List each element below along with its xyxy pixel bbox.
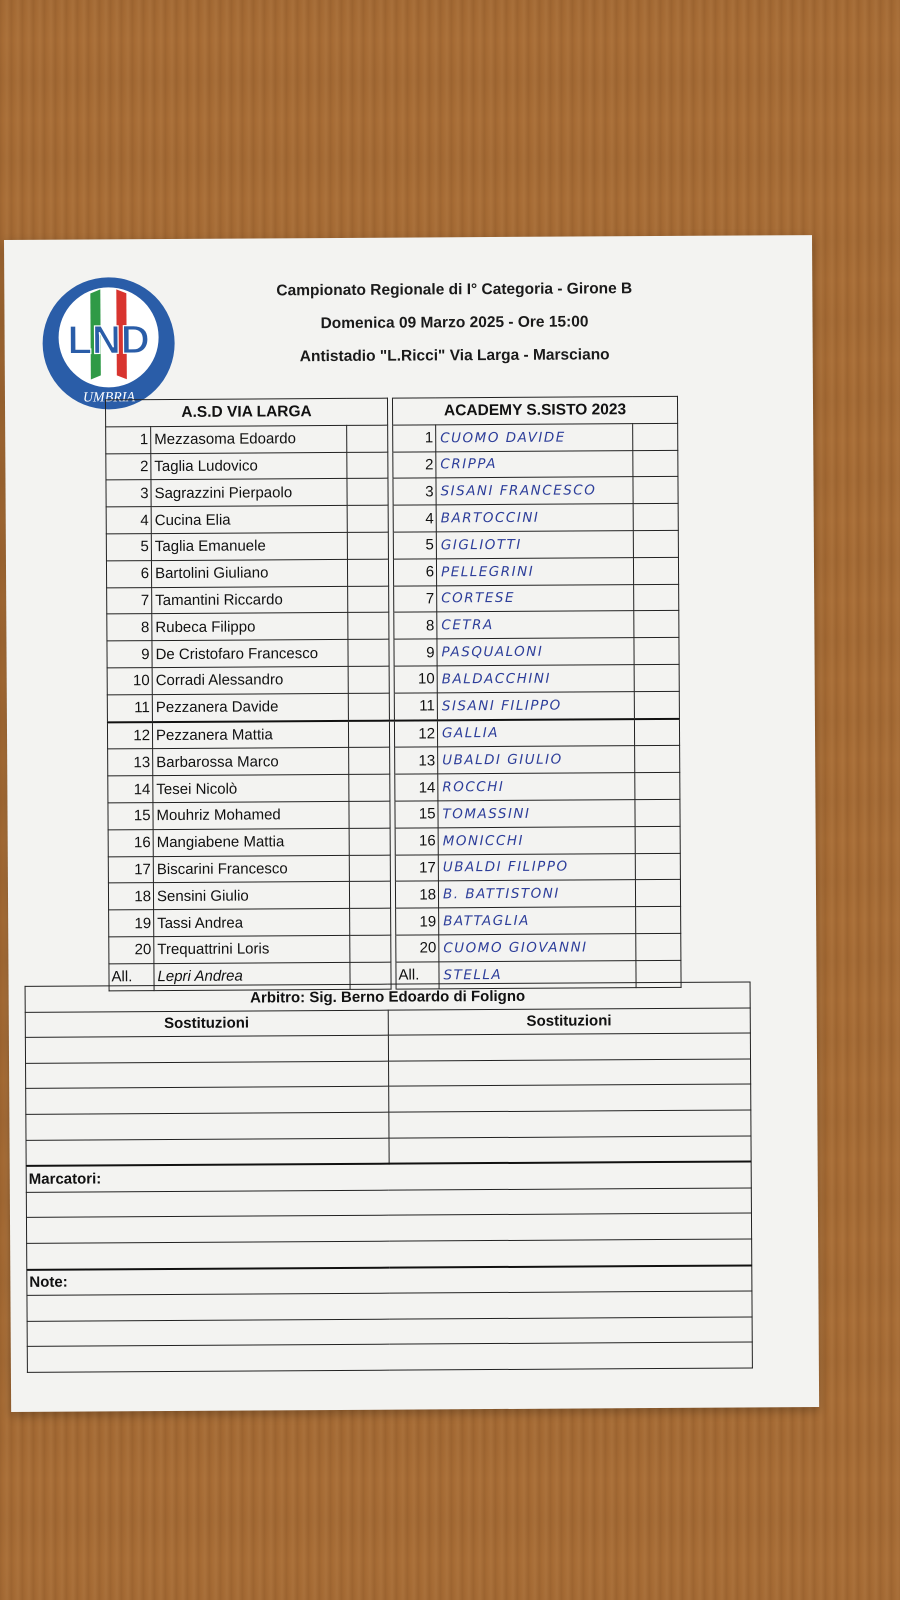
away-player-number: 2 bbox=[393, 451, 436, 478]
home-player-extra-cell[interactable] bbox=[347, 532, 388, 559]
referee-line: Arbitro: Sig. Berno Edoardo di Foligno bbox=[25, 982, 750, 1012]
away-player-extra-cell[interactable] bbox=[634, 691, 679, 719]
home-player-extra-cell[interactable] bbox=[348, 693, 389, 721]
home-player-extra-cell[interactable] bbox=[347, 505, 388, 532]
away-player-name: GIGLIOTTI bbox=[436, 531, 633, 559]
away-player-name: TOMASSINI bbox=[438, 800, 635, 828]
home-player-extra-cell[interactable] bbox=[350, 908, 391, 935]
home-substitution-row[interactable] bbox=[26, 1138, 389, 1166]
away-player-name: B. BATTISTONI bbox=[438, 880, 635, 908]
home-player-number: 4 bbox=[106, 507, 151, 534]
home-player-extra-cell[interactable] bbox=[347, 479, 388, 506]
home-player-name: Mangiabene Mattia bbox=[153, 828, 349, 856]
home-player-extra-cell[interactable] bbox=[347, 559, 388, 586]
scorers-label: Marcatori: bbox=[26, 1162, 751, 1193]
away-player-number: 15 bbox=[395, 801, 438, 828]
away-player-name: SISANI FRANCESCO bbox=[436, 477, 633, 505]
match-header bbox=[184, 272, 725, 374]
home-player-extra-cell[interactable] bbox=[347, 452, 388, 479]
match-sheet bbox=[4, 235, 819, 1412]
home-player-number: 19 bbox=[109, 910, 154, 937]
away-player-extra-cell[interactable] bbox=[634, 638, 679, 665]
away-substitution-row[interactable] bbox=[388, 1110, 751, 1138]
away-player-number: 20 bbox=[396, 935, 439, 962]
away-player-number: 4 bbox=[393, 505, 436, 532]
player-row bbox=[106, 423, 678, 453]
away-player-name: CRIPPA bbox=[436, 450, 633, 478]
svg-text:UMBRIA: UMBRIA bbox=[82, 390, 136, 406]
away-player-extra-cell[interactable] bbox=[635, 880, 680, 907]
away-player-number: 6 bbox=[393, 559, 436, 586]
home-player-extra-cell[interactable] bbox=[349, 801, 390, 828]
home-substitution-row[interactable] bbox=[26, 1087, 389, 1115]
away-player-name: CORTESE bbox=[437, 584, 634, 612]
away-player-extra-cell[interactable] bbox=[634, 584, 679, 611]
home-player-number: 5 bbox=[106, 534, 151, 561]
away-player-extra-cell[interactable] bbox=[634, 664, 679, 691]
player-row bbox=[109, 933, 681, 963]
away-player-number: 1 bbox=[393, 425, 436, 452]
home-player-extra-cell[interactable] bbox=[348, 720, 389, 748]
home-coach-name: Lepri Andrea bbox=[154, 962, 350, 990]
away-player-number: 8 bbox=[394, 612, 437, 639]
away-player-extra-cell[interactable] bbox=[634, 718, 679, 746]
away-player-number: 12 bbox=[394, 720, 437, 748]
home-player-number: 12 bbox=[107, 722, 152, 750]
competition-title: Campionato Regionale di I° Categoria - Girone B bbox=[276, 280, 633, 300]
away-player-extra-cell[interactable] bbox=[635, 826, 680, 853]
home-player-number: 2 bbox=[106, 453, 151, 480]
away-player-extra-cell[interactable] bbox=[635, 773, 680, 800]
away-coach-name: STELLA bbox=[439, 960, 636, 988]
home-player-name: Sensini Giulio bbox=[153, 882, 349, 910]
player-row bbox=[106, 504, 678, 534]
away-player-number: 5 bbox=[393, 532, 436, 559]
away-player-name: ROCCHI bbox=[438, 773, 635, 801]
player-row bbox=[106, 450, 678, 480]
away-player-extra-cell[interactable] bbox=[635, 799, 680, 826]
away-substitutions-label: Sostituzioni bbox=[388, 1008, 751, 1036]
away-player-number: 3 bbox=[393, 478, 436, 505]
away-coach-label: All. bbox=[396, 962, 439, 989]
notes-label: Note: bbox=[27, 1265, 752, 1296]
away-player-number: 9 bbox=[394, 639, 437, 666]
away-player-name: GALLIA bbox=[437, 719, 634, 747]
player-row bbox=[108, 826, 680, 856]
player-row bbox=[107, 611, 679, 641]
away-player-number: 14 bbox=[395, 774, 438, 801]
home-player-extra-cell[interactable] bbox=[349, 881, 390, 908]
home-substitutions-label: Sostituzioni bbox=[25, 1010, 388, 1038]
away-substitution-row[interactable] bbox=[388, 1059, 751, 1087]
home-player-number: 3 bbox=[106, 480, 151, 507]
away-player-extra-cell[interactable] bbox=[633, 557, 678, 584]
player-row bbox=[109, 907, 681, 937]
home-player-name: Rubeca Filippo bbox=[152, 613, 348, 641]
player-row bbox=[107, 584, 679, 614]
home-player-name: Pezzanera Davide bbox=[152, 693, 348, 721]
home-player-number: 16 bbox=[108, 829, 153, 856]
away-player-extra-cell[interactable] bbox=[636, 933, 681, 960]
home-player-name: Taglia Emanuele bbox=[151, 532, 347, 560]
home-player-extra-cell[interactable] bbox=[347, 425, 388, 452]
home-substitution-row[interactable] bbox=[26, 1112, 389, 1140]
away-player-extra-cell[interactable] bbox=[633, 504, 678, 531]
home-substitution-row[interactable] bbox=[25, 1035, 388, 1063]
home-player-extra-cell[interactable] bbox=[349, 748, 390, 775]
home-player-extra-cell[interactable] bbox=[348, 666, 389, 693]
away-player-name: CUOMO DAVIDE bbox=[436, 423, 633, 451]
home-player-extra-cell[interactable] bbox=[349, 828, 390, 855]
home-player-number: 8 bbox=[107, 614, 152, 641]
notes-row[interactable] bbox=[27, 1342, 752, 1372]
player-row bbox=[107, 664, 679, 694]
home-player-name: Bartolini Giuliano bbox=[151, 559, 347, 587]
home-player-extra-cell[interactable] bbox=[348, 639, 389, 666]
player-row bbox=[108, 853, 680, 883]
home-player-extra-cell[interactable] bbox=[349, 774, 390, 801]
home-player-name: Taglia Ludovico bbox=[151, 452, 347, 480]
home-player-name: De Cristofaro Francesco bbox=[152, 640, 348, 668]
home-player-number: 9 bbox=[107, 641, 152, 668]
home-player-extra-cell[interactable] bbox=[348, 613, 389, 640]
away-substitution-row[interactable] bbox=[388, 1136, 751, 1164]
player-row bbox=[106, 477, 678, 507]
away-player-extra-cell[interactable] bbox=[633, 477, 678, 504]
home-player-number: 14 bbox=[108, 776, 153, 803]
home-player-name: Trequattrini Loris bbox=[154, 935, 350, 963]
home-player-name: Biscarini Francesco bbox=[153, 855, 349, 883]
player-row bbox=[107, 718, 679, 749]
lnd-umbria-logo bbox=[38, 275, 179, 416]
home-player-name: Tassi Andrea bbox=[154, 909, 350, 937]
away-player-name: SISANI FILIPPO bbox=[437, 691, 634, 719]
home-player-name: Mezzasoma Edoardo bbox=[151, 425, 347, 453]
away-player-number: 18 bbox=[395, 881, 438, 908]
away-player-name: BATTAGLIA bbox=[439, 907, 636, 935]
player-row bbox=[106, 557, 678, 587]
player-row bbox=[107, 691, 679, 722]
lineups-table bbox=[105, 396, 682, 991]
away-team-name: ACADEMY S.SISTO 2023 bbox=[392, 396, 677, 425]
home-substitution-row[interactable] bbox=[26, 1061, 389, 1089]
away-player-name: MONICCHI bbox=[438, 826, 635, 854]
player-row bbox=[108, 746, 680, 776]
home-player-number: 13 bbox=[108, 749, 153, 776]
away-player-name: CETRA bbox=[437, 611, 634, 639]
home-player-number: 10 bbox=[107, 668, 152, 695]
home-player-number: 1 bbox=[106, 426, 151, 453]
home-player-name: Tamantini Riccardo bbox=[152, 586, 348, 614]
away-player-extra-cell[interactable] bbox=[635, 746, 680, 773]
home-player-extra-cell[interactable] bbox=[349, 855, 390, 882]
away-player-number: 19 bbox=[396, 908, 439, 935]
home-player-name: Tesei Nicolò bbox=[153, 775, 349, 803]
player-row bbox=[108, 799, 680, 829]
away-player-extra-cell[interactable] bbox=[636, 907, 681, 934]
player-row bbox=[106, 530, 678, 560]
away-player-extra-cell[interactable] bbox=[634, 611, 679, 638]
home-team-name: A.S.D VIA LARGA bbox=[105, 398, 387, 427]
away-player-name: BALDACCHINI bbox=[437, 665, 634, 693]
away-player-number: 17 bbox=[395, 854, 438, 881]
home-player-name: Barbarossa Marco bbox=[153, 748, 349, 776]
away-player-number: 16 bbox=[395, 828, 438, 855]
away-player-name: CUOMO GIOVANNI bbox=[439, 934, 636, 962]
away-player-name: PASQUALONI bbox=[437, 638, 634, 666]
home-player-number: 15 bbox=[108, 803, 153, 830]
away-player-extra-cell[interactable] bbox=[633, 450, 678, 477]
home-player-number: 17 bbox=[108, 856, 153, 883]
home-player-number: 7 bbox=[107, 587, 152, 614]
away-player-number: 7 bbox=[394, 585, 437, 612]
sheet-bottom-table bbox=[25, 981, 753, 1372]
home-player-name: Sagrazzini Pierpaolo bbox=[151, 479, 347, 507]
away-player-number: 13 bbox=[395, 747, 438, 774]
player-row bbox=[107, 638, 679, 668]
away-player-extra-cell[interactable] bbox=[635, 853, 680, 880]
home-player-extra-cell[interactable] bbox=[350, 935, 391, 962]
away-player-extra-cell[interactable] bbox=[633, 423, 678, 450]
away-player-name: PELLEGRINI bbox=[436, 557, 633, 585]
home-player-name: Mouhriz Mohamed bbox=[153, 801, 349, 829]
home-player-name: Corradi Alessandro bbox=[152, 666, 348, 694]
away-player-extra-cell[interactable] bbox=[633, 530, 678, 557]
home-coach-label: All. bbox=[109, 963, 154, 990]
away-player-number: 10 bbox=[394, 666, 437, 693]
home-player-name: Cucina Elia bbox=[151, 506, 347, 534]
home-player-number: 11 bbox=[107, 694, 152, 722]
home-player-number: 6 bbox=[106, 560, 151, 587]
away-player-name: UBALDI FILIPPO bbox=[438, 853, 635, 881]
player-row bbox=[108, 773, 680, 803]
match-venue: Antistadio "L.Ricci" Via Larga - Marsciano bbox=[299, 346, 610, 366]
away-substitution-row[interactable] bbox=[388, 1033, 751, 1061]
home-player-number: 18 bbox=[108, 883, 153, 910]
home-player-name: Pezzanera Mattia bbox=[152, 720, 348, 748]
player-row bbox=[108, 880, 680, 910]
svg-text:LND: LND bbox=[67, 318, 150, 363]
home-player-extra-cell[interactable] bbox=[348, 586, 389, 613]
away-substitution-row[interactable] bbox=[388, 1084, 751, 1112]
away-player-name: UBALDI GIULIO bbox=[438, 746, 635, 774]
away-player-name: BARTOCCINI bbox=[436, 504, 633, 532]
match-date: Domenica 09 Marzo 2025 - Ore 15:00 bbox=[320, 313, 589, 333]
home-player-number: 20 bbox=[109, 937, 154, 964]
away-player-number: 11 bbox=[394, 693, 437, 721]
